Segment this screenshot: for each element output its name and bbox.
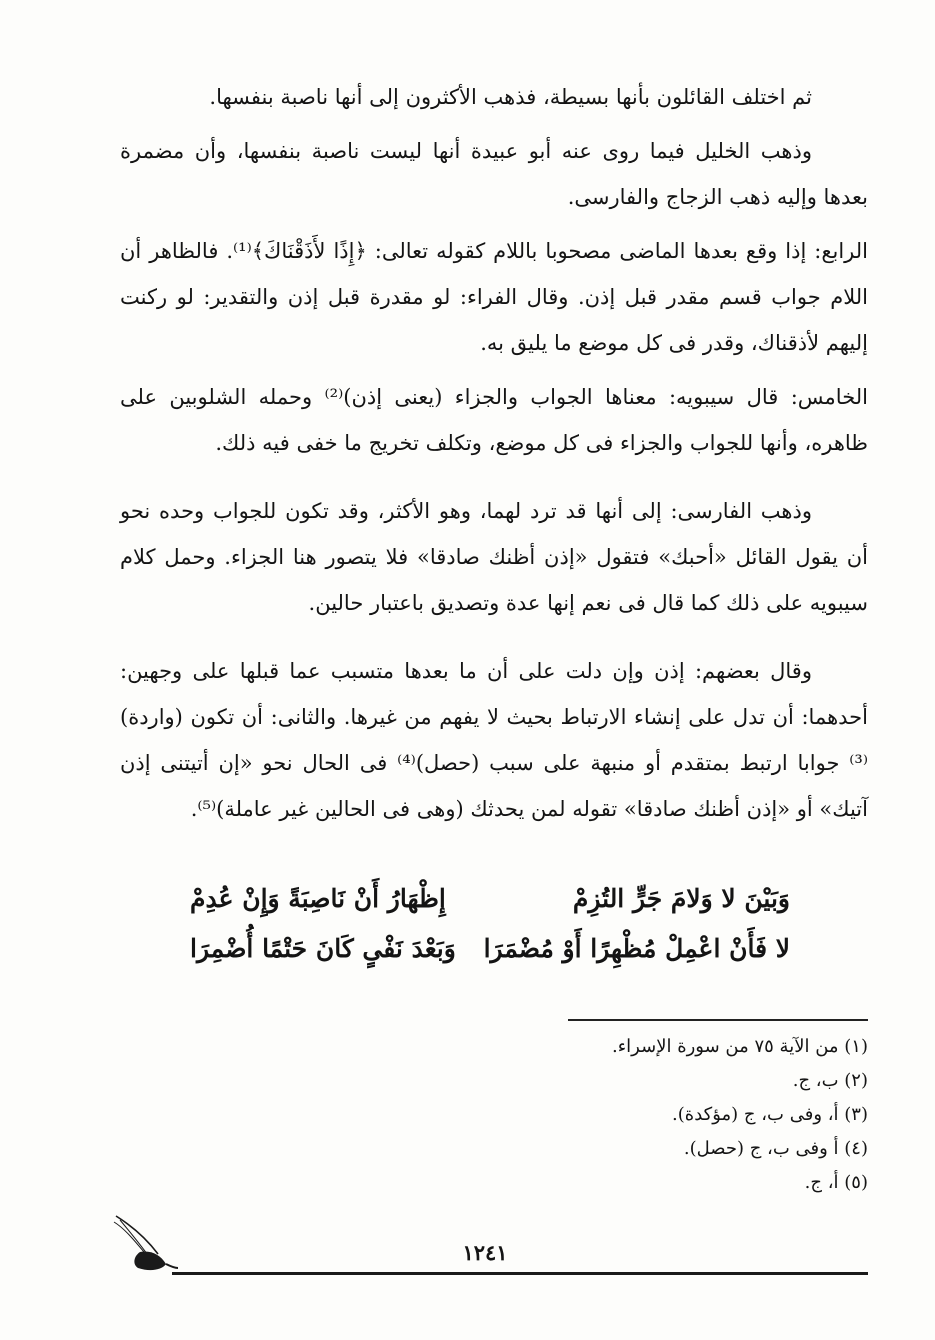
verse-line [190, 874, 790, 924]
footnote: (٢) ب، ج. [792, 1070, 868, 1091]
paragraph: الرابع: إذا وقع بعدها الماضى مصحوبا باللام كقوله تعالى: ﴿إِذًا لأَذَقْنَاكَ﴾⁽¹⁾. فالظاهر أن اللام جواب قسم مقدر قبل إذن. وقال الفراء: لو مقدرة قبل إذن والتقدير: لو ركنت إليهم لأذقناك، وقدر فى كل موضع ما يليق به. [120, 239, 869, 355]
verse-block [190, 874, 790, 974]
main-text [120, 74, 868, 840]
verse-hemistich: إِظْهَارُ أَنْ نَاصِبَةً وَإِنْ عُدِمْ [190, 884, 446, 913]
footnote: (٥) أ، ج. [804, 1172, 868, 1193]
paragraph: ثم اختلف القائلون بأنها بسيطة، فذهب الأكثرون إلى أنها ناصبة بنفسها. [209, 85, 812, 109]
verse-hemistich: وَبَيْنَ لا وَلامَ جَرٍّ التُزِمْ [572, 884, 790, 913]
footnote: (٣) أ، وفى ب، ج (مؤكدة). [672, 1104, 868, 1125]
verse-line [190, 924, 790, 974]
paragraph: وذهب الخليل فيما روى عنه أبو عبيدة أنها ليست ناصبة بنفسها، وأن مضمرة بعدها وإليه ذهب الزجاج والفارسى. [120, 139, 868, 209]
quill-pen-icon [110, 1212, 180, 1280]
page-number: ١٢٤١ [462, 1240, 508, 1265]
verse-hemistich: وَبَعْدَ نَفْىٍ كَانَ حَتْمًا أُضْمِرَا [190, 934, 456, 963]
bottom-rule [172, 1272, 868, 1275]
paragraph: الخامس: قال سيبويه: معناها الجواب والجزاء (يعنى إذن)⁽²⁾ وحمله الشلوبين على ظاهره، وأنها للجواب والجزاء فى كل موضع، وتكلف تخريج ما خفى فيه ذلك. [120, 385, 868, 455]
paragraph: وذهب الفارسى: إلى أنها قد ترد لهما، وهو الأكثر، وقد تكون للجواب وحده نحو أن يقول القائل «أحبك» فتقول «إذن أظنك صادقا» فلا يتصور هنا الجزاء. وحمل كلام سيبويه على ذلك كما قال فى نعم إنها عدة وتصديق باعتبار حالين. [120, 499, 868, 615]
verse-hemistich: لا فَأَنْ اعْمِلْ مُظْهِرًا أَوْ مُضْمَرَا [483, 934, 790, 963]
paragraph: وقال بعضهم: إذن وإن دلت على أن ما بعدها متسبب عما قبلها على وجهين: أحدهما: أن تدل على إنشاء الارتباط بحيث لا يفهم من غيرها. والثانى: أن تكون (واردة)⁽³⁾ جوابا ارتبط بمتقدم أو منبهة على سبب (حصل)⁽⁴⁾ فى الحال نحو «إن أتيتنى إذن آتيك» أو «إذن أظنك صادقا» تقوله لمن يحدثك (وهى فى الحالين غير عاملة)⁽⁵⁾. [120, 659, 868, 821]
footnote-divider [568, 1019, 868, 1021]
footnotes [460, 1030, 868, 1200]
footnote: (٤) أ وفى ب، ج (حصل). [683, 1138, 868, 1159]
footnote: (١) من الآية ٧٥ من سورة الإسراء. [612, 1036, 868, 1057]
